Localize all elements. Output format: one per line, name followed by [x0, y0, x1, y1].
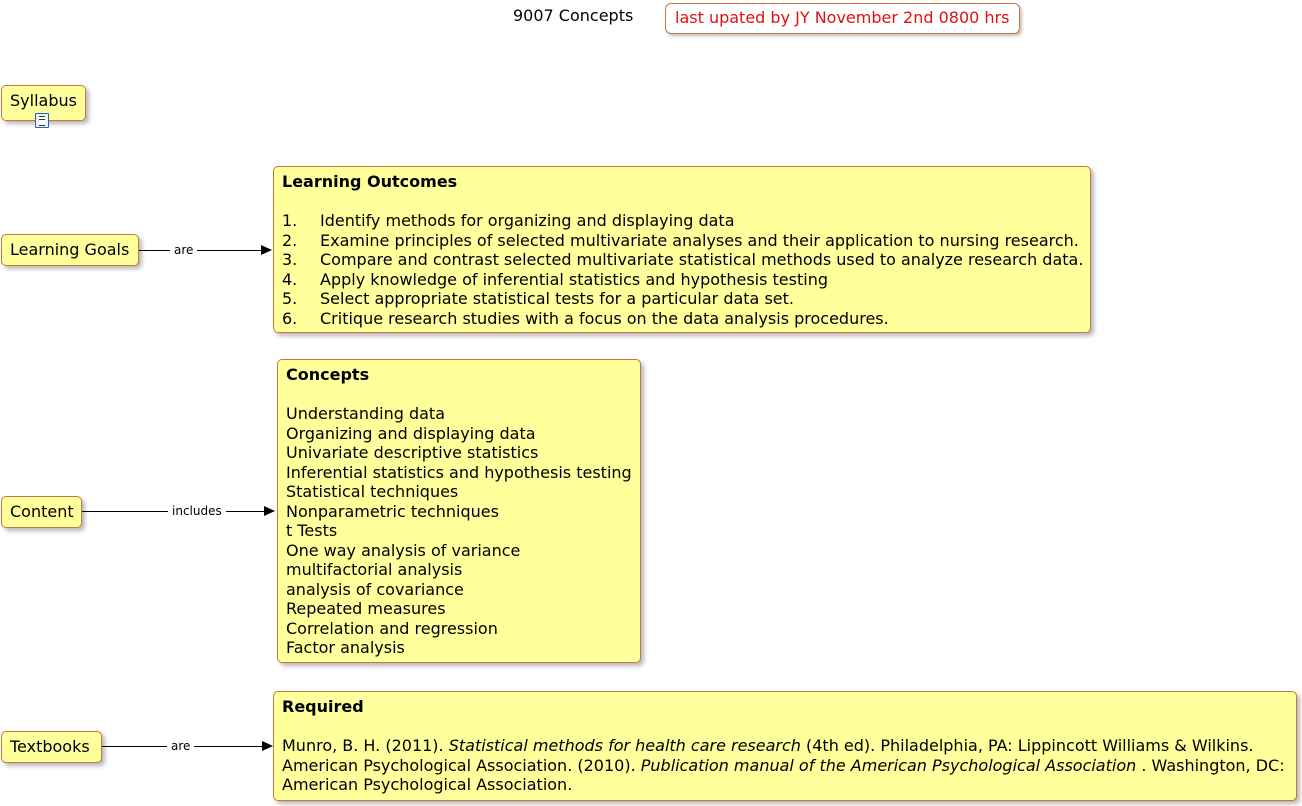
node-learning-goals-label: Learning Goals	[10, 240, 130, 259]
learning-outcome-item	[282, 289, 1082, 309]
concept-item: t Tests	[286, 521, 338, 540]
concept-item: Repeated measures	[286, 599, 446, 618]
node-required[interactable]	[273, 691, 1297, 801]
learning-outcome-number: 1.	[282, 211, 298, 230]
link-textbooks-arrowhead	[262, 741, 273, 751]
learning-outcome-item	[282, 270, 1082, 290]
concept-item: Correlation and regression	[286, 618, 498, 638]
concept-item: Nonparametric techniques	[286, 501, 499, 521]
learning-outcome-text: Critique research studies with a focus on the data analysis procedures.	[320, 308, 889, 328]
link-content-arrowhead	[264, 506, 275, 516]
required-heading: Required	[282, 697, 364, 716]
learning-outcome-item	[282, 211, 1082, 231]
learning-outcome-number: 5.	[282, 289, 298, 308]
learning-outcome-text: Select appropriate statistical tests for a particular data set.	[320, 289, 794, 308]
node-textbooks[interactable]	[1, 731, 102, 763]
link-content-label: includes	[168, 504, 226, 518]
update-note	[665, 3, 1020, 34]
reference-apa: American Psychological Association. (2010). Publication manual of the American Psychological Association . Washington, DC:	[282, 755, 1285, 775]
node-learning-outcomes[interactable]	[273, 166, 1091, 333]
reference-apa-continued: American Psychological Association.	[282, 775, 573, 794]
node-concepts[interactable]	[277, 359, 641, 663]
learning-outcomes-list	[282, 211, 1082, 328]
learning-outcome-item	[282, 231, 1082, 251]
learning-outcome-text: Identify methods for organizing and displaying data	[320, 211, 735, 230]
concept-item: analysis of covariance	[286, 579, 464, 599]
document-icon[interactable]	[35, 113, 49, 128]
concepts-heading: Concepts	[286, 365, 370, 384]
learning-outcome-text: Compare and contrast selected multivariate statistical methods used to analyze research data.	[320, 250, 1084, 269]
learning-outcome-item	[282, 309, 1082, 329]
node-content-label: Content	[10, 502, 74, 521]
learning-outcome-item	[282, 250, 1082, 270]
learning-outcome-number: 6.	[282, 308, 298, 328]
concepts-list	[286, 404, 632, 658]
link-goals-arrowhead	[261, 245, 272, 255]
concept-item: Statistical techniques	[286, 482, 459, 501]
node-content[interactable]	[1, 496, 82, 528]
link-goals-label: are	[170, 243, 197, 257]
map-title: 9007 Concepts	[513, 6, 634, 25]
reference-munro: Munro, B. H. (2011). Statistical methods for health care research (4th ed). Philadelphia, PA: Lippincott Williams & Wilkins.	[282, 736, 1254, 755]
link-goals-line	[139, 250, 261, 251]
learning-outcomes-heading: Learning Outcomes	[282, 172, 458, 191]
learning-outcome-number: 4.	[282, 269, 298, 289]
learning-outcome-number: 3.	[282, 250, 298, 269]
link-textbooks-label: are	[167, 739, 194, 753]
learning-outcome-text: Examine principles of selected multivariate analyses and their application to nursing research.	[320, 230, 1079, 250]
node-learning-goals[interactable]	[1, 234, 139, 266]
node-textbooks-label: Textbooks	[10, 737, 90, 756]
learning-outcome-text: Apply knowledge of inferential statistics and hypothesis testing	[320, 269, 828, 289]
concept-item: Organizing and displaying data	[286, 423, 536, 443]
node-syllabus-label: Syllabus	[10, 91, 77, 110]
concept-item: Understanding data	[286, 404, 446, 423]
concept-item: One way analysis of variance	[286, 540, 521, 560]
concept-item: Factor analysis	[286, 638, 405, 657]
concept-item: Univariate descriptive statistics	[286, 443, 539, 462]
concept-item: multifactorial analysis	[286, 560, 463, 579]
concept-item: Inferential statistics and hypothesis testing	[286, 462, 632, 482]
update-note-text: last upated by JY November 2nd 0800 hrs	[675, 8, 1010, 27]
learning-outcome-number: 2.	[282, 230, 298, 250]
